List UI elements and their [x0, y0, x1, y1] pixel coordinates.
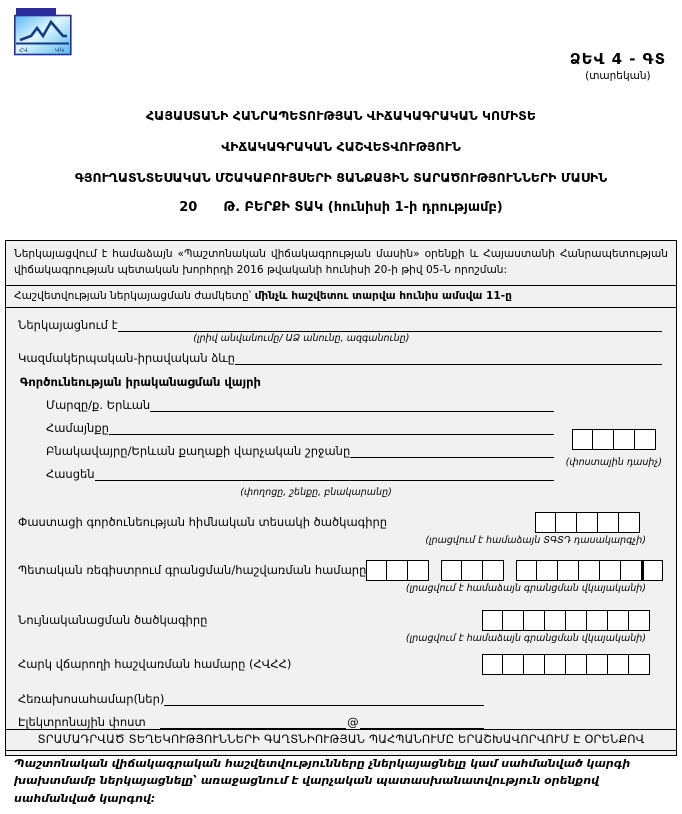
activity-code-row: [18, 512, 662, 533]
address-block: [46, 395, 554, 498]
address-input[interactable]: [95, 468, 554, 481]
code-cell[interactable]: [614, 429, 635, 450]
code-cell[interactable]: [566, 654, 587, 675]
region-row: [46, 395, 554, 412]
tin-row: [18, 654, 662, 675]
code-cell[interactable]: [600, 560, 621, 581]
deadline-row: [6, 286, 676, 308]
code-cell[interactable]: [635, 429, 656, 450]
settlement-row: [46, 441, 554, 458]
code-cell[interactable]: [535, 512, 556, 533]
code-cell[interactable]: [516, 560, 537, 581]
id-code-label: Նույնականացման ծածկագիրը: [18, 613, 208, 628]
code-cell[interactable]: [408, 560, 429, 581]
code-cell[interactable]: [572, 429, 593, 450]
year-prefix: 20: [179, 200, 198, 215]
register-group-3[interactable]: [516, 560, 663, 581]
id-code-hint: (լրացվում է համաձայն գրանցման վկայականի): [405, 632, 646, 644]
legal-form-label: Կազմակերպական-իրավական ձևը: [18, 350, 235, 365]
code-cell[interactable]: [537, 560, 558, 581]
code-cell[interactable]: [545, 610, 566, 631]
activity-code-cells[interactable]: [535, 512, 640, 533]
register-number-label: Պետական ռեգիստրում գրանցման/հաշվառման համարը: [18, 563, 367, 578]
code-cell[interactable]: [566, 610, 587, 631]
code-cell[interactable]: [462, 560, 483, 581]
postal-code-hint: (փոստային դասիչ): [565, 456, 662, 468]
code-cell[interactable]: [483, 560, 504, 581]
code-cell[interactable]: [366, 560, 387, 581]
code-cell[interactable]: [598, 512, 619, 533]
settlement-label: Բնակավայրը/Երևան քաղաքի վարչական շրջանը: [46, 443, 351, 458]
code-cell[interactable]: [629, 654, 650, 675]
location-heading: Գործունեության իրականացման վայրի: [20, 374, 261, 389]
title-committee: ՀԱՅԱՍՏԱՆԻ ՀԱՆՐԱՊԵՏՈՒԹՅԱՆ ՎԻՃԱԿԱԳՐԱԿԱՆ ԿՈՄԻՏԵ: [146, 108, 536, 123]
register-group-2[interactable]: [441, 560, 504, 581]
deadline-prefix: Հաշվետվության ներկայացման ժամկետը՝: [14, 289, 255, 302]
logo-mark-right: ՎԿ: [55, 47, 64, 54]
register-group-1[interactable]: [366, 560, 429, 581]
address-row: [46, 464, 554, 481]
legal-form-row: [18, 351, 662, 365]
tin-label: Հարկ վճարողի հաշվառման համարը (ՀՎՀՀ): [18, 657, 292, 672]
register-number-row: [18, 560, 662, 581]
main-form-box: [5, 240, 677, 805]
title-year-line: [0, 200, 682, 215]
code-cell[interactable]: [621, 560, 642, 581]
form-code: ՁԵՎ 4 - ԳՏ: [569, 50, 666, 68]
year-suffix: Թ. ԲԵՐՔԻ ՏԱԿ (հունիսի 1-ի դրությամբ): [223, 200, 503, 215]
region-input[interactable]: [150, 399, 554, 412]
liability-warning: Պաշտոնական վիճակագրական հաշվետվությունները չներկայացնելը կամ սահմանված կարգի խախտմամբ ներկայացնելը՝ առաջացնում է վարչական պատասխանատվություն օրենքով սահմանված կարգով:: [14, 756, 631, 805]
legal-basis-text: Ներկայացվում է համաձայն «Պաշտոնական վիճակագրության մասին» օրենքի և Հայաստանի Հանրապետության վիճակագրության պետական խորհրդի 2016 թվականի հունիսի 20-ի թիվ 05-Ն որոշման:: [6, 241, 676, 286]
email-domain-input[interactable]: [360, 716, 484, 729]
code-cell[interactable]: [545, 654, 566, 675]
presented-by-input[interactable]: [118, 319, 663, 332]
activity-code-hint: (լրացվում է համաձայն ՏԳՏԴ դասակարգչի): [425, 534, 646, 546]
logo-mark-left: ՀՎ: [19, 47, 28, 54]
tin-cells[interactable]: [482, 654, 650, 675]
community-input[interactable]: [109, 422, 554, 435]
email-at-sign: @: [347, 714, 359, 729]
code-cell[interactable]: [482, 654, 503, 675]
presented-by-hint: (լրիվ անվանումը/ ԱՁ անունը, ազգանունը): [193, 332, 410, 344]
form-body: [6, 308, 676, 729]
code-cell[interactable]: [587, 610, 608, 631]
deadline-bold: մինչև հաշվետու տարվա հունիս ամսվա 11-ը: [254, 289, 512, 302]
phone-input[interactable]: [164, 693, 484, 706]
code-cell[interactable]: [608, 610, 629, 631]
address-hint: (փողոցը, շենքը, բնակարանը): [240, 486, 392, 498]
armstat-logo: [14, 7, 72, 61]
id-code-cells[interactable]: [482, 610, 650, 631]
code-cell[interactable]: [556, 512, 577, 533]
phone-row: [18, 689, 484, 706]
region-label: Մարզը/ք. Երևան: [46, 397, 151, 412]
presented-by-label: Ներկայացնում է: [18, 317, 118, 332]
title-report: ՎԻՃԱԿԱԳՐԱԿԱՆ ՀԱՇՎԵՏՎՈՒԹՅՈՒՆ: [221, 139, 461, 154]
form-code-block: [570, 50, 666, 82]
confidentiality-banner: ՏՐԱՄԱԴՐՎԱԾ ՏԵՂԵԿՈՒԹՅՈՒՆՆԵՐԻ ԳԱՂՏՆԻՈՒԹՅԱՆ ՊԱՀՊԱՆՈՒՄԸ ԵՐԱՇԽԱՎՈՐՎՈՒՄ Է ՕՐԵՆՔՈՎ: [6, 729, 676, 751]
community-label: Համայնքը: [46, 420, 109, 435]
code-cell[interactable]: [608, 654, 629, 675]
title-subject: ԳՅՈՒՂԱՏՆՏԵՍԱԿԱՆ ՄՇԱԿԱԲՈՒՅՍԵՐԻ ՑԱՆՔԱՅԻՆ ՏԱՐԱԾՈՒԹՅՈՒՆՆԵՐԻ ՄԱՍԻՆ: [74, 170, 608, 185]
form-periodicity: (տարեկան): [585, 70, 651, 82]
legal-form-input[interactable]: [235, 352, 662, 365]
code-cell[interactable]: [482, 610, 503, 631]
code-cell[interactable]: [593, 429, 614, 450]
register-number-groups: [366, 560, 663, 581]
email-local-input[interactable]: [160, 716, 347, 729]
code-cell[interactable]: [619, 512, 640, 533]
code-cell[interactable]: [642, 560, 663, 581]
code-cell[interactable]: [387, 560, 408, 581]
activity-code-label: Փաստացի գործունեության հիմնական տեսակի ծածկագիրը: [18, 515, 388, 530]
statistics-chart-icon: [14, 7, 72, 57]
code-cell[interactable]: [524, 654, 545, 675]
email-label: Էլեկտրոնային փոստ: [18, 714, 146, 729]
address-label: Հասցեն: [46, 466, 95, 481]
code-cell[interactable]: [503, 654, 524, 675]
register-number-hint: (լրացվում է համաձայն գրանցման վկայականի): [405, 582, 646, 594]
code-cell[interactable]: [577, 512, 598, 533]
code-cell[interactable]: [579, 560, 600, 581]
community-row: [46, 418, 554, 435]
id-code-row: [18, 610, 662, 631]
settlement-input[interactable]: [350, 445, 554, 458]
phone-label: Հեռախոսահամար(ներ): [18, 691, 165, 706]
code-cell[interactable]: [629, 610, 650, 631]
presented-by-row: [18, 318, 662, 332]
code-cell[interactable]: [441, 560, 462, 581]
code-cell[interactable]: [587, 654, 608, 675]
code-cell[interactable]: [503, 610, 524, 631]
email-row: [18, 712, 484, 729]
postal-code-cells[interactable]: [572, 429, 656, 450]
titles: [0, 108, 682, 215]
code-cell[interactable]: [524, 610, 545, 631]
code-cell[interactable]: [558, 560, 579, 581]
